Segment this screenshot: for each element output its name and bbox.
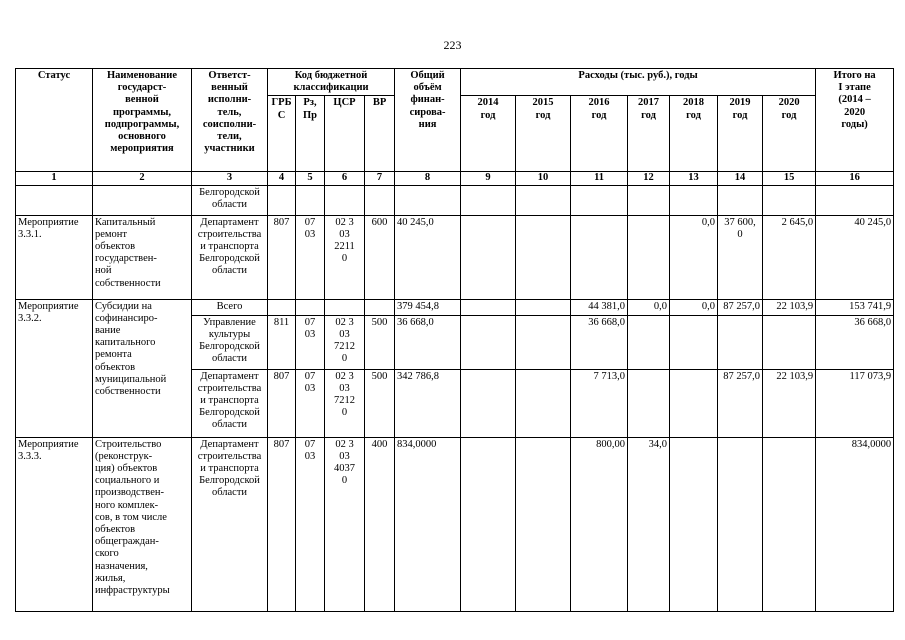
year-2016-cell: 44 381,0 (571, 299, 628, 315)
col-number: 7 (365, 172, 395, 185)
col-number: 15 (763, 172, 816, 185)
vr-cell: 500 (365, 369, 395, 437)
grbs-cell: 807 (268, 437, 296, 611)
year-2016-cell (571, 185, 628, 215)
rz-cell: 07 03 (296, 369, 325, 437)
total-cell: 40 245,0 (395, 215, 461, 299)
year-2019-cell (718, 437, 763, 611)
status-cell: Мероприятие 3.3.2. (16, 299, 93, 437)
total-cell: 36 668,0 (395, 315, 461, 369)
year-2017-cell (628, 185, 670, 215)
year-2014-cell (461, 215, 516, 299)
budget-table (15, 68, 894, 612)
year-2014-cell (461, 299, 516, 315)
rz-cell (296, 299, 325, 315)
name-cell: Строительство (реконструк- ция) объектов социального и производствен- ного комплек- сов, в том числе объектов общеграждан- ского назначения, жилья, инфраструктуры (93, 437, 192, 611)
responsible-cell: Департамент строительства и транспорта Белгородской области (192, 369, 268, 437)
year-2015-cell (516, 185, 571, 215)
header-result: Итого на I этапе (2014 – 2020 годы) (816, 69, 894, 172)
rz-cell (296, 185, 325, 215)
header-year: 2014 год (461, 96, 516, 172)
year-2015-cell (516, 437, 571, 611)
col-number: 2 (93, 172, 192, 185)
year-2020-cell: 22 103,9 (763, 299, 816, 315)
year-2020-cell: 2 645,0 (763, 215, 816, 299)
name-cell: Субсидии на софинансиро- вание капитального ремонта объектов муниципальной собственности (93, 299, 192, 437)
col-number: 13 (670, 172, 718, 185)
result-cell: 40 245,0 (816, 215, 894, 299)
grbs-cell (268, 185, 296, 215)
status-cell: Мероприятие 3.3.3. (16, 437, 93, 611)
rz-cell: 07 03 (296, 437, 325, 611)
col-number: 16 (816, 172, 894, 185)
year-2014-cell (461, 315, 516, 369)
vr-cell (365, 185, 395, 215)
vr-cell (365, 299, 395, 315)
header-grbs: ГРБ С (268, 96, 296, 172)
year-2020-cell (763, 185, 816, 215)
csr-cell: 02 3 03 7212 0 (325, 315, 365, 369)
year-2015-cell (516, 315, 571, 369)
table-row (16, 215, 894, 299)
csr-cell (325, 299, 365, 315)
csr-cell: 02 3 03 2211 0 (325, 215, 365, 299)
year-2020-cell (763, 315, 816, 369)
year-2018-cell (670, 315, 718, 369)
year-2018-cell (670, 185, 718, 215)
year-2014-cell (461, 369, 516, 437)
year-2017-cell (628, 369, 670, 437)
year-2016-cell (571, 215, 628, 299)
table-row (16, 437, 894, 611)
year-2017-cell: 0,0 (628, 299, 670, 315)
header-vr: ВР (365, 96, 395, 172)
total-cell: 834,0000 (395, 437, 461, 611)
col-number: 12 (628, 172, 670, 185)
csr-cell: 02 3 03 7212 0 (325, 369, 365, 437)
col-number: 1 (16, 172, 93, 185)
header-year: 2015 год (516, 96, 571, 172)
year-2017-cell (628, 215, 670, 299)
year-2018-cell: 0,0 (670, 299, 718, 315)
csr-cell (325, 185, 365, 215)
rz-cell: 07 03 (296, 215, 325, 299)
name-cell: Капитальный ремонт объектов государствен- ной собственности (93, 215, 192, 299)
col-number: 11 (571, 172, 628, 185)
header-rz: Рз, Пр (296, 96, 325, 172)
header-year: 2017 год (628, 96, 670, 172)
col-number: 14 (718, 172, 763, 185)
result-cell: 834,0000 (816, 437, 894, 611)
year-2017-cell (628, 315, 670, 369)
header-year: 2019 год (718, 96, 763, 172)
header-year: 2016 год (571, 96, 628, 172)
year-2018-cell (670, 369, 718, 437)
year-2020-cell: 22 103,9 (763, 369, 816, 437)
total-cell: 342 786,8 (395, 369, 461, 437)
result-cell: 153 741,9 (816, 299, 894, 315)
result-cell (816, 185, 894, 215)
total-cell: 379 454,8 (395, 299, 461, 315)
col-number: 10 (516, 172, 571, 185)
responsible-cell: Белгородской области (192, 185, 268, 215)
vr-cell: 400 (365, 437, 395, 611)
rz-cell: 07 03 (296, 315, 325, 369)
year-2014-cell (461, 437, 516, 611)
responsible-cell: Всего (192, 299, 268, 315)
header-year: 2020 год (763, 96, 816, 172)
header-year: 2018 год (670, 96, 718, 172)
table-row (16, 185, 894, 215)
vr-cell: 600 (365, 215, 395, 299)
header-budget-code: Код бюджетной классификации (268, 69, 395, 96)
result-cell: 117 073,9 (816, 369, 894, 437)
col-number: 8 (395, 172, 461, 185)
col-number: 4 (268, 172, 296, 185)
col-number: 9 (461, 172, 516, 185)
header-responsible: Ответст- венный исполни- тель, соисполни- тели, участники (192, 69, 268, 172)
grbs-cell (268, 299, 296, 315)
status-cell (16, 185, 93, 215)
year-2018-cell: 0,0 (670, 215, 718, 299)
grbs-cell: 811 (268, 315, 296, 369)
year-2019-cell (718, 315, 763, 369)
year-2020-cell (763, 437, 816, 611)
year-2018-cell (670, 437, 718, 611)
total-cell (395, 185, 461, 215)
year-2015-cell (516, 299, 571, 315)
grbs-cell: 807 (268, 369, 296, 437)
header-name: Наименование государст- венной программы, подпрограммы, основного мероприятия (93, 69, 192, 172)
col-number: 6 (325, 172, 365, 185)
csr-cell: 02 3 03 4037 0 (325, 437, 365, 611)
col-number: 5 (296, 172, 325, 185)
table-row (16, 299, 894, 315)
header-status: Статус (16, 69, 93, 172)
responsible-cell: Департамент строительства и транспорта Белгородской области (192, 215, 268, 299)
col-number: 3 (192, 172, 268, 185)
responsible-cell: Управление культуры Белгородской области (192, 315, 268, 369)
year-2014-cell (461, 185, 516, 215)
year-2019-cell (718, 185, 763, 215)
status-cell: Мероприятие 3.3.1. (16, 215, 93, 299)
year-2016-cell: 7 713,0 (571, 369, 628, 437)
header-expenses: Расходы (тыс. руб.), годы (461, 69, 816, 96)
year-2016-cell: 800,00 (571, 437, 628, 611)
year-2015-cell (516, 215, 571, 299)
year-2019-cell: 37 600, 0 (718, 215, 763, 299)
header-total: Общий объём финан- сирова- ния (395, 69, 461, 172)
name-cell (93, 185, 192, 215)
year-2015-cell (516, 369, 571, 437)
year-2016-cell: 36 668,0 (571, 315, 628, 369)
year-2019-cell: 87 257,0 (718, 299, 763, 315)
responsible-cell: Департамент строительства и транспорта Белгородской области (192, 437, 268, 611)
header-csr: ЦСР (325, 96, 365, 172)
page-number: 223 (443, 38, 462, 52)
result-cell: 36 668,0 (816, 315, 894, 369)
vr-cell: 500 (365, 315, 395, 369)
grbs-cell: 807 (268, 215, 296, 299)
year-2017-cell: 34,0 (628, 437, 670, 611)
year-2019-cell: 87 257,0 (718, 369, 763, 437)
